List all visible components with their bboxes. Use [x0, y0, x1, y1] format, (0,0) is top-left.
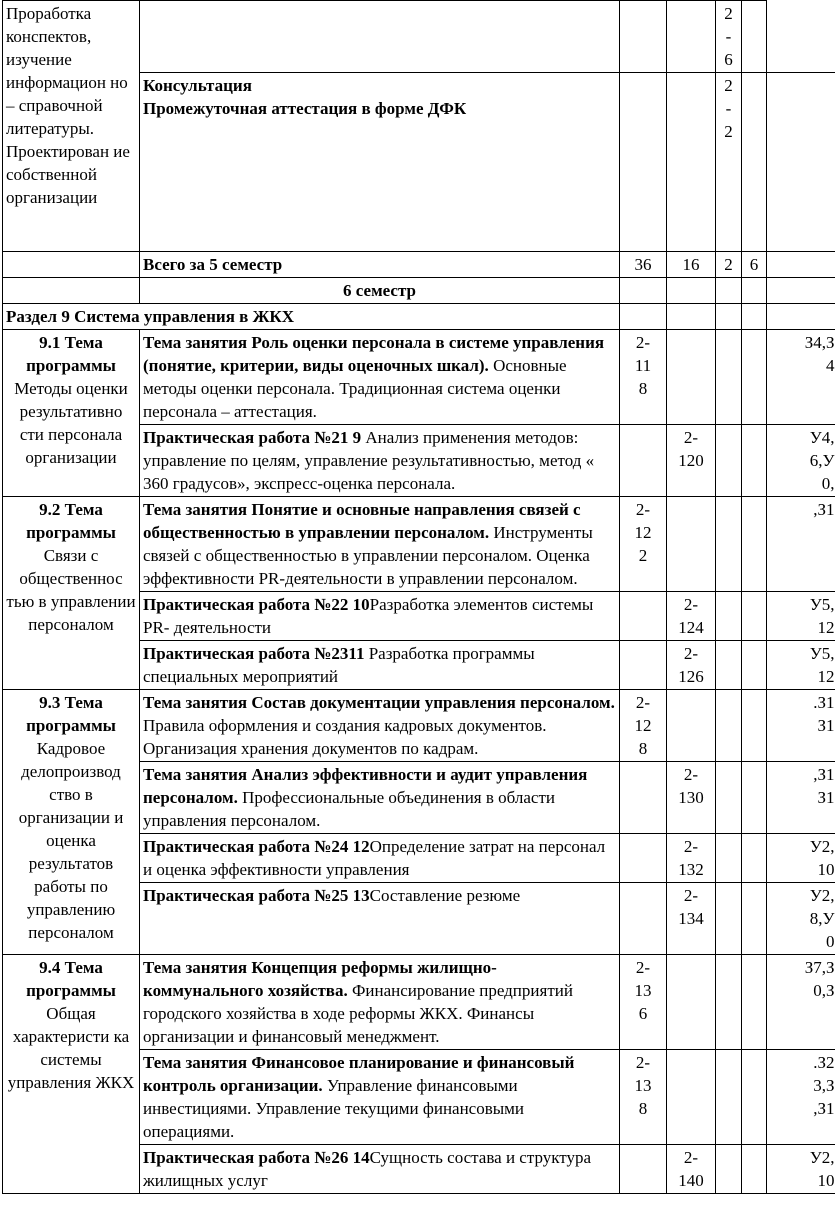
lesson-description: Сущность состава и структура жилищных услуг [143, 1148, 592, 1190]
semester-label: 6 семестр [140, 278, 620, 304]
table-cell [742, 762, 767, 834]
consultation-cell [140, 73, 620, 252]
total-value: 36 [620, 252, 667, 278]
semester-row [3, 278, 835, 304]
lesson-description: Составление резюме [369, 886, 521, 905]
table-cell [767, 73, 835, 252]
table-cell [742, 1, 767, 73]
lesson-title: Практическая работа №21 9 [143, 428, 362, 447]
topic-cell [3, 497, 140, 690]
table-cell [742, 73, 767, 252]
lesson-title: Практическая работа №22 10 [143, 595, 370, 614]
table-cell [716, 304, 742, 330]
curriculum-table [2, 0, 835, 1194]
table-cell [716, 425, 742, 497]
hours-cell: 2 - 6 [716, 1, 742, 73]
lecture-hours: 2- 13 8 [620, 1050, 667, 1145]
lesson-cell [140, 955, 620, 1050]
table-cell [716, 955, 742, 1050]
table-cell [667, 73, 716, 252]
lecture-hours [620, 762, 667, 834]
hours-cell: 2 - 2 [716, 73, 742, 252]
topic-number: 9.4 Тема программы [26, 958, 116, 1000]
table-cell [620, 278, 667, 304]
topic-cell [3, 330, 140, 497]
competence-codes: У5, 12 [767, 641, 835, 690]
table-cell [620, 304, 667, 330]
topic-number: 9.3 Тема программы [26, 693, 116, 735]
lesson-description: Профессиональные объединения в области управления персоналом. [143, 788, 555, 830]
lesson-cell [140, 425, 620, 497]
lecture-hours: 2- 12 2 [620, 497, 667, 592]
competence-codes: .З2 3,З ,З1 [767, 1050, 835, 1145]
section-title: Раздел 9 Система управления в ЖКХ [3, 304, 620, 330]
table-cell [742, 592, 767, 641]
lesson-description: Финансирование предприятий городского хозяйства в ходе реформы ЖКХ. Финансы организации и финансовый менеджмент. [143, 981, 573, 1046]
topic-cell [3, 955, 140, 1194]
competence-codes: У2, 10 [767, 1145, 835, 1194]
lecture-hours [620, 641, 667, 690]
table-cell [767, 252, 835, 278]
table-cell [767, 278, 835, 304]
lesson-description: Основные методы оценки персонала. Традиционная система оценки персонала – аттестация. [143, 356, 567, 421]
practice-hours [667, 1050, 716, 1145]
table-cell [742, 641, 767, 690]
topic-title: Общая характеристи ка системы управления ЖКХ [7, 1004, 135, 1092]
lesson-cell [140, 883, 620, 955]
practice-hours: 2- 132 [667, 834, 716, 883]
lecture-hours [620, 883, 667, 955]
table-cell [742, 1050, 767, 1145]
table-cell [667, 1, 716, 73]
table-cell [620, 73, 667, 252]
lesson-title: Тема занятия Концепция реформы жилищно-коммунального хозяйства. [143, 958, 497, 1000]
table-cell [716, 690, 742, 762]
table-cell [667, 304, 716, 330]
lesson-cell [140, 1145, 620, 1194]
competence-codes: ,З1 З1 [767, 762, 835, 834]
competence-codes: У5, 12 [767, 592, 835, 641]
lecture-hours [620, 1145, 667, 1194]
lesson-cell [140, 641, 620, 690]
topic-title: Методы оценки результативно сти персонала организации [14, 379, 128, 467]
competence-codes: .З1 З1 [767, 690, 835, 762]
table-cell [140, 1, 620, 73]
lecture-hours [620, 425, 667, 497]
table-cell [716, 278, 742, 304]
practice-hours [667, 955, 716, 1050]
table-cell [716, 834, 742, 883]
table-cell [742, 497, 767, 592]
table-cell [767, 1, 835, 73]
competence-codes: З4,З 4 [767, 330, 835, 425]
competence-codes: У4, 6,У 0, [767, 425, 835, 497]
consultation-label: Консультация [143, 76, 252, 95]
lecture-hours: 2- 11 8 [620, 330, 667, 425]
practice-hours [667, 330, 716, 425]
topic-title: Кадровое делопроизвод ство в организации и оценка результатов работы по управлению персоналом [18, 739, 124, 942]
table-cell [742, 304, 767, 330]
lesson-description: Разработка программы специальных мероприятий [143, 644, 535, 686]
table-cell [742, 330, 767, 425]
lesson-cell [140, 834, 620, 883]
total-value: 16 [667, 252, 716, 278]
lesson-title: Тема занятия Роль оценки персонала в системе управления (понятие, критерии, виды оценочных шкал). [143, 333, 605, 375]
practice-hours: 2- 120 [667, 425, 716, 497]
lesson-cell [140, 1050, 620, 1145]
lesson-description: Инструменты связей с общественностью в управлении персоналом. Оценка эффективности PR-деятельности в управлении персоналом. [143, 523, 593, 588]
lesson-title: Практическая работа №24 12 [143, 837, 370, 856]
table-cell [716, 1145, 742, 1194]
lecture-hours: 2- 13 6 [620, 955, 667, 1050]
table-cell [716, 883, 742, 955]
table-cell [742, 278, 767, 304]
topic-number: 9.2 Тема программы [26, 500, 116, 542]
practice-hours: 2- 140 [667, 1145, 716, 1194]
lesson-description: Разработка элементов системы PR- деятельности [143, 595, 594, 637]
table-cell [742, 883, 767, 955]
table-cell [742, 690, 767, 762]
table-cell [3, 252, 140, 278]
lesson-title: Тема занятия Состав документации управления персоналом. [143, 693, 615, 712]
practice-hours: 2- 130 [667, 762, 716, 834]
competence-codes: У2, 8,У 0 [767, 883, 835, 955]
lesson-cell [140, 497, 620, 592]
lesson-title: Практическая работа №26 14 [143, 1148, 370, 1167]
table-cell [716, 497, 742, 592]
table-cell [742, 425, 767, 497]
lesson-cell [140, 330, 620, 425]
total-value: 6 [742, 252, 767, 278]
lecture-hours [620, 592, 667, 641]
competence-codes: У2, 10 [767, 834, 835, 883]
lesson-title: Тема занятия Анализ эффективности и аудит управления персоналом. [143, 765, 588, 807]
lesson-title: Практическая работа №25 13 [143, 886, 370, 905]
lesson-title: Тема занятия Понятие и основные направления связей с общественностью в управлении персоналом. [143, 500, 581, 542]
competence-codes: ,З1 [767, 497, 835, 592]
table-cell [716, 330, 742, 425]
table-cell [716, 762, 742, 834]
topic-cell [3, 690, 140, 955]
practice-hours: 2- 124 [667, 592, 716, 641]
table-cell [716, 641, 742, 690]
lesson-title: Тема занятия Финансовое планирование и финансовый контроль организации. [143, 1053, 575, 1095]
table-cell [742, 1145, 767, 1194]
lesson-cell [140, 762, 620, 834]
lesson-description: Правила оформления и создания кадровых документов. Организация хранения документов по кадрам. [143, 716, 547, 758]
topic-title: Связи с общественнос тью в управлении персоналом [6, 546, 136, 634]
total-value: 2 [716, 252, 742, 278]
table-cell [3, 278, 140, 304]
lesson-cell [140, 592, 620, 641]
table-cell [667, 278, 716, 304]
section-row [3, 304, 835, 330]
table-cell [742, 955, 767, 1050]
competence-codes: З7,З 0,З [767, 955, 835, 1050]
topic-number: 9.1 Тема программы [26, 333, 116, 375]
attestation-label: Промежуточная аттестация в форме ДФК [143, 99, 467, 118]
table-cell [716, 1050, 742, 1145]
table-row [3, 1, 835, 73]
table-row [3, 690, 835, 762]
practice-hours [667, 690, 716, 762]
practice-hours: 2- 134 [667, 883, 716, 955]
total-label: Всего за 5 семестр [140, 252, 620, 278]
lesson-description: Анализ применения методов: управление по целям, управление результативностью, метод « 360 градусов», экспресс-оценка персонала. [143, 428, 595, 493]
table-cell [716, 592, 742, 641]
table-cell [767, 304, 835, 330]
lesson-description: Управление финансовыми инвестициями. Управление текущими финансовыми операциями. [143, 1076, 525, 1141]
table-cell [742, 834, 767, 883]
lecture-hours [620, 834, 667, 883]
table-row [3, 330, 835, 425]
practice-hours: 2- 126 [667, 641, 716, 690]
lecture-hours: 2- 12 8 [620, 690, 667, 762]
table-cell [620, 1, 667, 73]
practice-hours [667, 497, 716, 592]
table-row [3, 955, 835, 1050]
total-row [3, 252, 835, 278]
table-row [3, 497, 835, 592]
lesson-cell [140, 690, 620, 762]
lesson-title: Практическая работа №2311 [143, 644, 365, 663]
lesson-description: Определение затрат на персонал и оценка эффективности управления [143, 837, 606, 879]
activity-cell: Проработка конспектов, изучение информацион но – справочной литературы. Проектирован ие собственной организации [3, 1, 140, 252]
